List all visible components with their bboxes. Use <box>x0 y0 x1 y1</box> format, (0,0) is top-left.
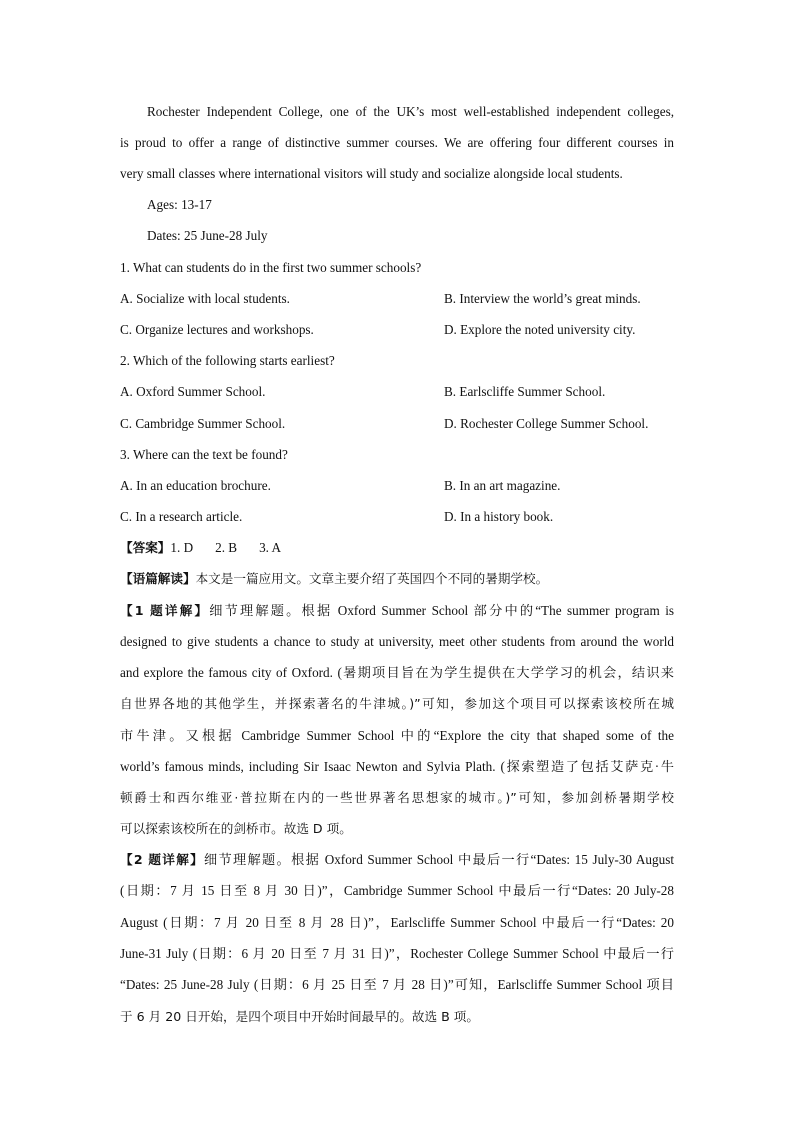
question-3-stem: 3. Where can the text be found? <box>120 447 288 462</box>
question-1-option-a: A. Socialize with local students. <box>120 291 290 306</box>
question-1-option-d: D. Explore the noted university city. <box>444 322 636 337</box>
answer-item-3: 3. A <box>259 540 282 555</box>
analysis-label: 【语篇解读】 <box>120 571 196 586</box>
answer-line <box>120 539 281 557</box>
question-1-option-b: B. Interview the world’s great minds. <box>444 291 641 306</box>
answer-item-2: 2. B <box>215 540 238 555</box>
question-3-option-b: B. In an art magazine. <box>444 478 561 493</box>
question-3-option-d: D. In a history book. <box>444 509 554 524</box>
passage-line-3: very small classes where international visitors will study and socialize alongside local students. <box>120 166 623 181</box>
detail-1-line-4: 自世界各地的其他学生，并探索著名的牛津城。)”可知，参加这个项目可以探索该校所在城 <box>120 696 674 711</box>
question-2-option-b: B. Earlscliffe Summer School. <box>444 384 606 399</box>
question-2-option-c: C. Cambridge Summer School. <box>120 416 286 431</box>
analysis-text: 本文是一篇应用文。文章主要介绍了英国四个不同的暑期学校。 <box>195 571 549 586</box>
passage-ages: Ages: 13-17 <box>147 197 212 212</box>
detail-2-line-6: 于 6 月 20 日开始，是四个项目中开始时间最早的。故选 B 项。 <box>120 1009 479 1024</box>
detail-2-line-2: (日期：7 月 15 日至 8 月 30 日)”，Cambridge Summer School 中最后一行“Dates: 20 July-28 <box>120 883 674 898</box>
detail-1-line-6: world’s famous minds, including Sir Isaac Newton and Sylvia Plath. (探索塑造了包括艾萨克·牛 <box>120 759 674 774</box>
question-1-option-c: C. Organize lectures and workshops. <box>120 322 314 337</box>
detail-1-line-3: and explore the famous city of Oxford. (暑期项目旨在为学生提供在大学学习的机会，结识来 <box>120 665 674 680</box>
detail-1-line-8: 可以探索该校所在的剑桥市。故选 D 项。 <box>120 821 352 836</box>
passage-line-2: is proud to offer a range of distinctive summer courses. We are offering four different courses in <box>120 135 674 150</box>
detail-1-label: 【1 题详解】 <box>120 603 210 618</box>
detail-1-line-7: 顿爵士和西尔维亚·普拉斯在内的一些世界著名思想家的城市。)”可知，参加剑桥暑期学校 <box>120 790 674 805</box>
detail-1-line-2: designed to give students a chance to study at university, meet other students from around the world <box>120 634 674 649</box>
detail-2-label: 【2 题详解】 <box>120 852 205 867</box>
question-2-stem: 2. Which of the following starts earliest? <box>120 353 335 368</box>
question-3-option-a: A. In an education brochure. <box>120 478 271 493</box>
detail-2-line-5: “Dates: 25 June-28 July (日期：6 月 25 日至 7 月 28 日)”可知，Earlscliffe Summer School 项目 <box>120 977 674 992</box>
detail-2-text-1: 细节理解题。根据 Oxford Summer School 中最后一行“Dates: 15 July-30 August <box>204 852 674 867</box>
question-1-stem: 1. What can students do in the first two summer schools? <box>120 260 422 275</box>
answer-label: 【答案】 <box>120 540 171 555</box>
detail-1-text-1: 细节理解题。根据 Oxford Summer School 部分中的“The summer program is <box>209 603 674 618</box>
question-3-option-c: C. In a research article. <box>120 509 243 524</box>
answer-item-1: 1. D <box>170 540 194 555</box>
passage-line-1: Rochester Independent College, one of the UK’s most well-established independent colleges, <box>147 104 674 119</box>
question-2-option-d: D. Rochester College Summer School. <box>444 416 649 431</box>
detail-2-line-4: June-31 July (日期：6 月 20 日至 7 月 31 日)”，Rochester College Summer School 中最后一行 <box>120 946 674 961</box>
passage-dates: Dates: 25 June-28 July <box>147 228 268 243</box>
detail-1-line-5: 市牛津。又根据 Cambridge Summer School 中的“Explore the city that shaped some of the <box>120 728 674 743</box>
detail-2-line-3: August (日期：7 月 20 日至 8 月 28 日)”，Earlscliffe Summer School 中最后一行“Dates: 20 <box>120 915 674 930</box>
question-2-option-a: A. Oxford Summer School. <box>120 384 266 399</box>
detail-1-line-1 <box>120 602 674 620</box>
analysis-line <box>120 570 548 588</box>
detail-2-line-1 <box>120 851 674 869</box>
